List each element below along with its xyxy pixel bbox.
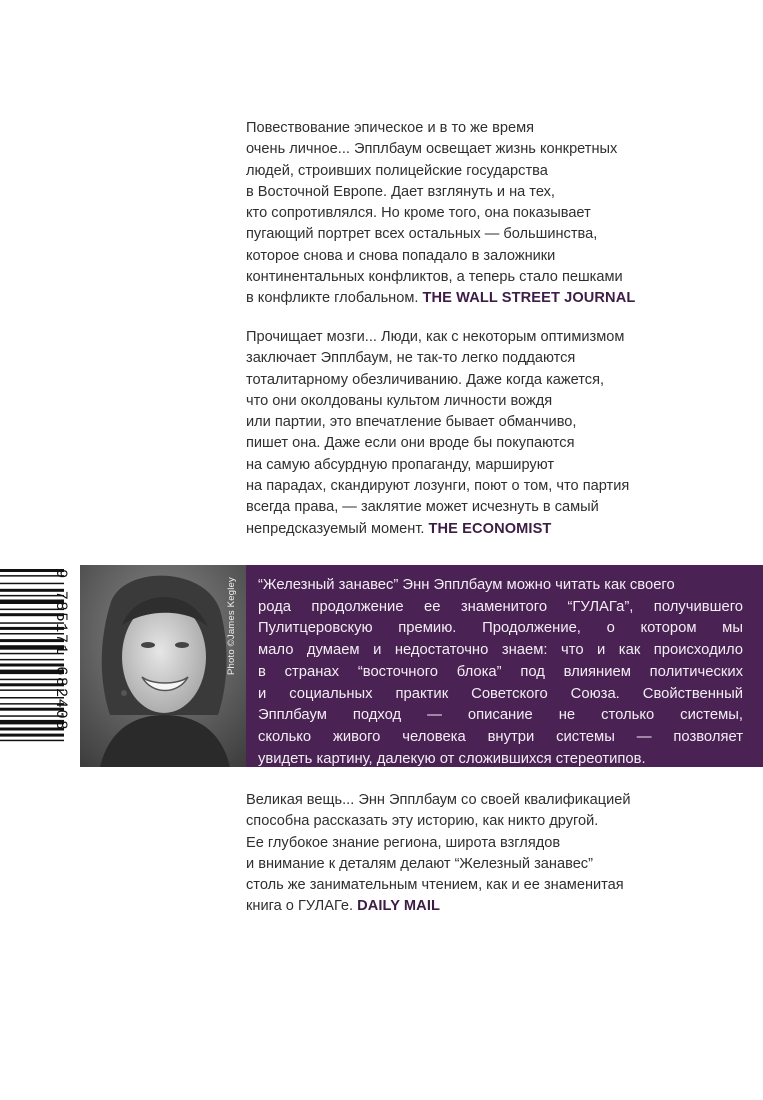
isbn-barcode (0, 565, 80, 767)
review-line: в Восточной Европе. Дает взглянуть и на тех, (246, 183, 555, 200)
review-economist (246, 327, 716, 540)
author-portrait-image (80, 565, 246, 767)
review-line: кто сопротивлялся. Но кроме того, она показывает (246, 205, 591, 222)
review-line: на самую абсурдную пропаганду, маршируют (246, 456, 555, 473)
review-line: заключает Эпплбаум, не так-то легко поддаются (246, 350, 576, 367)
review-line: тоталитарному обезличиванию. Даже когда кажется, (246, 371, 605, 388)
review-line: что они околдованы культом личности вождя (246, 392, 553, 409)
review-line: или партии, это впечатление бывает обманчиво, (246, 414, 577, 431)
review-line: очень личное... Эпплбаум освещает жизнь конкретных (246, 141, 618, 158)
band-line: “Железный занавес” Энн Эпплбаум можно читать как своего (258, 577, 675, 593)
review-line: которое снова и снова попадало в заложники (246, 247, 556, 264)
band-line: Пулитцеровскую премию. Продолжение, о котором мы (258, 620, 743, 637)
photo-credit: Photo ©James Kegley (226, 577, 237, 675)
review-source: THE ECONOMIST (428, 520, 552, 537)
author-band (0, 565, 763, 767)
review-line: континентальных конфликтов, а теперь стало пешками (246, 269, 623, 286)
review-line-last (246, 288, 716, 309)
review-text: в конфликте глобальном. (246, 290, 423, 307)
band-line: рода продолжение ее знаменитого “ГУЛАГа”, получившего (258, 598, 743, 615)
band-line: и социальных практик Советского Союза. Свойственный (258, 685, 743, 702)
review-line: людей, строивших полицейские государства (246, 162, 548, 179)
review-daily-mail (246, 790, 716, 918)
review-line: на парадах, скандируют лозунги, поют о том, что партия (246, 478, 630, 495)
barcode-digits: 9 785171 682408 (52, 569, 70, 732)
review-line-last (246, 519, 716, 540)
band-line: мало думаем и недостаточно знаем: что и как происходило (258, 642, 743, 659)
review-line-last (246, 896, 716, 917)
band-line: Эпплбаум подход — описание не столько системы, (258, 707, 743, 724)
review-line: Повествование эпическое и в то же время (246, 120, 534, 136)
band-text (258, 575, 743, 770)
band-line: сколько живого человека внутри системы — позволяет (258, 728, 743, 745)
review-text: непредсказуемый момент. (246, 520, 429, 537)
review-line: Прочищает мозги... Люди, как с некоторым оптимизмом (246, 329, 625, 345)
review-source: THE WALL STREET JOURNAL (422, 290, 636, 307)
review-wall-street-journal (246, 118, 716, 310)
review-line: Ее глубокое знание региона, широта взглядов (246, 834, 561, 851)
review-line: всегда права, — заклятие может исчезнуть в самый (246, 499, 599, 516)
author-photo (80, 565, 246, 767)
review-source: DAILY MAIL (357, 898, 440, 915)
review-line: пугающий портрет всех остальных — большинства, (246, 226, 598, 243)
review-line: столь же занимательным чтением, как и ее знаменитая (246, 877, 624, 894)
barcode-bar (0, 740, 64, 742)
review-line: и внимание к деталям делают “Железный занавес” (246, 855, 593, 872)
review-text: книга о ГУЛАГе. (246, 898, 358, 915)
barcode-bar (0, 734, 64, 737)
review-line: Великая вещь... Энн Эпплбаум со своей квалификацией (246, 792, 631, 808)
band-line: увидеть картину, далекую от сложившихся стереотипов. (258, 750, 646, 767)
band-line: в странах “восточного блока” под влиянием политических (258, 663, 743, 680)
review-line: пишет она. Даже если они вроде бы покупаются (246, 435, 575, 452)
review-line: способна рассказать эту историю, как никто другой. (246, 813, 599, 830)
